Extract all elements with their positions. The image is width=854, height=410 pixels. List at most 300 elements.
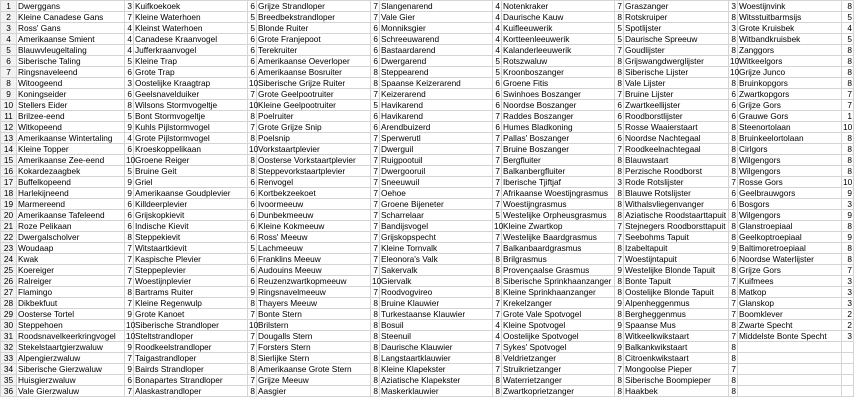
cell-bird-name[interactable]: Groene Fitis	[502, 78, 615, 89]
cell-bird-name[interactable]: Poelsnip	[257, 133, 371, 144]
cell-bird-name[interactable]: Sperwerutl	[380, 133, 493, 144]
cell-count[interactable]: 8	[842, 133, 854, 144]
cell-bird-name[interactable]	[738, 375, 842, 386]
cell-bird-name[interactable]: Thayers Meeuw	[257, 298, 371, 309]
row-header[interactable]: 25	[1, 265, 17, 276]
cell-count[interactable]: 8	[371, 331, 380, 342]
cell-count[interactable]: 7	[371, 177, 380, 188]
cell-count[interactable]: 6	[248, 265, 257, 276]
cell-count[interactable]: 8	[729, 353, 738, 364]
cell-count[interactable]: 6	[248, 177, 257, 188]
cell-bird-name[interactable]: Stekelstaartgierzwaluw	[17, 342, 125, 353]
cell-count[interactable]: 7	[842, 100, 854, 111]
cell-count[interactable]	[842, 375, 854, 386]
cell-count[interactable]: 7	[493, 188, 502, 199]
cell-count[interactable]: 7	[493, 155, 502, 166]
cell-bird-name[interactable]	[738, 386, 842, 397]
cell-count[interactable]: 4	[125, 34, 134, 45]
cell-count[interactable]: 3	[842, 199, 854, 210]
cell-count[interactable]: 6	[371, 56, 380, 67]
cell-count[interactable]: 10	[494, 221, 504, 231]
cell-count[interactable]: 6	[729, 100, 738, 111]
cell-bird-name[interactable]: Kalanderleeuwerik	[502, 45, 615, 56]
cell-count[interactable]: 7	[371, 188, 380, 199]
cell-count[interactable]: 6	[125, 144, 134, 155]
cell-bird-name[interactable]: Franklins Meeuw	[257, 254, 371, 265]
row-header[interactable]: 27	[1, 287, 17, 298]
cell-bird-name[interactable]: Koereiger	[17, 265, 125, 276]
cell-bird-name[interactable]: Blauwe Rotslijster	[624, 188, 729, 199]
cell-bird-name[interactable]: Ruigpootuil	[380, 155, 493, 166]
cell-count[interactable]: 5	[493, 56, 502, 67]
cell-count[interactable]: 8	[371, 375, 380, 386]
cell-count[interactable]: 5	[248, 12, 257, 23]
cell-bird-name[interactable]: Grijze Meeuw	[257, 375, 371, 386]
cell-bird-name[interactable]: Balkanbaardgrasmus	[502, 243, 615, 254]
cell-bird-name[interactable]: Killdeerplevier	[134, 199, 248, 210]
cell-bird-name[interactable]: Kroonboszanger	[502, 67, 615, 78]
cell-count[interactable]: 5	[615, 122, 624, 133]
cell-bird-name[interactable]: Struikrietzanger	[502, 364, 615, 375]
cell-count[interactable]: 9	[842, 232, 854, 243]
cell-count[interactable]: 7	[125, 276, 134, 287]
cell-count[interactable]: 7	[615, 364, 624, 375]
cell-count[interactable]: 8	[842, 254, 854, 265]
cell-bird-name[interactable]: Jufferkraanvogel	[134, 45, 248, 56]
cell-count[interactable]: 10	[126, 155, 136, 165]
cell-bird-name[interactable]: Boomklever	[738, 309, 842, 320]
cell-bird-name[interactable]: Witkeelkwikstaart	[624, 331, 729, 342]
cell-count[interactable]: 6	[493, 122, 502, 133]
cell-count[interactable]: 10	[730, 56, 740, 66]
cell-bird-name[interactable]: Bairds Strandloper	[134, 364, 248, 375]
cell-count[interactable]: 9	[615, 298, 624, 309]
cell-bird-name[interactable]: Havikarend	[380, 111, 493, 122]
cell-count[interactable]: 6	[248, 210, 257, 221]
cell-count[interactable]: 5	[615, 23, 624, 34]
cell-bird-name[interactable]: Zanggors	[738, 45, 842, 56]
cell-bird-name[interactable]: Graszanger	[624, 1, 729, 12]
cell-count[interactable]: 5	[493, 67, 502, 78]
cell-count[interactable]: 7	[493, 243, 502, 254]
cell-bird-name[interactable]: Kaspische Plevier	[134, 254, 248, 265]
cell-count[interactable]: 10	[126, 320, 136, 330]
cell-count[interactable]: 7	[842, 265, 854, 276]
row-header[interactable]: 2	[1, 12, 17, 23]
cell-count[interactable]: 6	[248, 188, 257, 199]
cell-bird-name[interactable]: Daurische Kauw	[502, 12, 615, 23]
cell-bird-name[interactable]: Ross' Meeuw	[257, 232, 371, 243]
cell-count[interactable]: 8	[615, 155, 624, 166]
cell-bird-name[interactable]: Steppevorkstaartplevier	[257, 166, 371, 177]
cell-count[interactable]: 8	[371, 386, 380, 397]
cell-count[interactable]: 5	[125, 166, 134, 177]
cell-count[interactable]: 8	[493, 254, 502, 265]
cell-count[interactable]: 8	[729, 122, 738, 133]
cell-bird-name[interactable]: Noordse Waterlijster	[738, 254, 842, 265]
cell-count[interactable]: 7	[371, 265, 380, 276]
cell-count[interactable]	[842, 386, 854, 397]
cell-bird-name[interactable]	[738, 353, 842, 364]
cell-count[interactable]: 8	[842, 221, 854, 232]
cell-bird-name[interactable]: Kleine Sprinkhaanzanger	[502, 287, 615, 298]
cell-count[interactable]: 9	[248, 287, 257, 298]
row-header[interactable]: 22	[1, 232, 17, 243]
cell-count[interactable]: 6	[248, 34, 257, 45]
cell-count[interactable]: 8	[729, 375, 738, 386]
cell-count[interactable]	[842, 364, 854, 375]
cell-bird-name[interactable]: Bartrams Ruiter	[134, 287, 248, 298]
cell-bird-name[interactable]: Matkop	[738, 287, 842, 298]
cell-bird-name[interactable]: Siberische Grijze Ruiter	[257, 78, 371, 89]
cell-bird-name[interactable]: Terekruiter	[257, 45, 371, 56]
cell-count[interactable]: 7	[493, 144, 502, 155]
cell-count[interactable]: 6	[493, 78, 502, 89]
cell-count[interactable]: 5	[125, 56, 134, 67]
cell-bird-name[interactable]: Bosuil	[380, 320, 493, 331]
cell-count[interactable]: 8	[729, 166, 738, 177]
cell-bird-name[interactable]: Spaanse Mus	[624, 320, 729, 331]
cell-count[interactable]: 7	[248, 342, 257, 353]
cell-count[interactable]: 7	[729, 364, 738, 375]
cell-count[interactable]: 9	[125, 309, 134, 320]
cell-bird-name[interactable]: Witstaartkievit	[134, 243, 248, 254]
cell-bird-name[interactable]: Grijskopspecht	[380, 232, 493, 243]
cell-bird-name[interactable]: Blauwstaart	[624, 155, 729, 166]
cell-bird-name[interactable]: Dikbekfuut	[17, 298, 125, 309]
cell-bird-name[interactable]: Ivoormeeuw	[257, 199, 371, 210]
cell-count[interactable]: 6	[371, 45, 380, 56]
cell-bird-name[interactable]: Kuhls Pijlstormvogel	[134, 122, 248, 133]
cell-bird-name[interactable]: Kortteenleeuwerik	[502, 34, 615, 45]
cell-count[interactable]: 5	[248, 23, 257, 34]
cell-bird-name[interactable]: Kokardezaagbek	[17, 166, 125, 177]
cell-count[interactable]: 8	[729, 34, 738, 45]
cell-count[interactable]: 9	[615, 320, 624, 331]
cell-bird-name[interactable]: Notenkraker	[502, 1, 615, 12]
cell-count[interactable]: 4	[125, 23, 134, 34]
cell-bird-name[interactable]: Spotlijster	[624, 23, 729, 34]
cell-bird-name[interactable]: Grijswangdwerglijster	[624, 56, 729, 67]
cell-count[interactable]: 6	[371, 23, 380, 34]
cell-count[interactable]: 8	[125, 232, 134, 243]
cell-count[interactable]: 7	[371, 232, 380, 243]
cell-bird-name[interactable]: Brilzee-eend	[17, 111, 125, 122]
cell-count[interactable]: 5	[842, 12, 854, 23]
row-header[interactable]: 31	[1, 331, 17, 342]
cell-bird-name[interactable]: Balkankwikstaart	[624, 342, 729, 353]
cell-count[interactable]: 8	[729, 144, 738, 155]
cell-count[interactable]: 7	[125, 386, 134, 397]
row-header[interactable]: 6	[1, 56, 17, 67]
cell-bird-name[interactable]: Reuzenzwartkopmeeuw	[257, 276, 371, 287]
cell-bird-name[interactable]: Kleine Zwartkop	[502, 221, 615, 232]
cell-bird-name[interactable]: Lachmeeuw	[257, 243, 371, 254]
cell-bird-name[interactable]: Bergfluiter	[502, 155, 615, 166]
cell-count[interactable]: 5	[615, 34, 624, 45]
cell-count[interactable]: 3	[125, 78, 134, 89]
cell-bird-name[interactable]: Alpengierzwaluw	[17, 353, 125, 364]
cell-bird-name[interactable]: Oehoe	[380, 188, 493, 199]
cell-bird-name[interactable]: Roodsnavelkeerkringvogel	[17, 331, 125, 342]
cell-count[interactable]: 8	[371, 353, 380, 364]
cell-bird-name[interactable]: Buffelkopeend	[17, 177, 125, 188]
row-header[interactable]: 33	[1, 353, 17, 364]
cell-count[interactable]: 6	[248, 221, 257, 232]
cell-bird-name[interactable]: Renvogel	[257, 177, 371, 188]
cell-bird-name[interactable]: Sakervalk	[380, 265, 493, 276]
cell-count[interactable]: 6	[248, 232, 257, 243]
row-header[interactable]: 1	[1, 1, 17, 12]
cell-count[interactable]: 8	[248, 111, 257, 122]
row-header[interactable]: 28	[1, 298, 17, 309]
cell-bird-name[interactable]: Griel	[134, 177, 248, 188]
cell-bird-name[interactable]: Woestijnvink	[738, 1, 842, 12]
cell-count[interactable]: 8	[248, 364, 257, 375]
cell-count[interactable]: 4	[125, 133, 134, 144]
cell-bird-name[interactable]: Siberische Strandloper	[134, 320, 248, 331]
cell-count[interactable]: 3	[842, 331, 854, 342]
cell-count[interactable]: 7	[371, 1, 380, 12]
cell-count[interactable]: 7	[493, 199, 502, 210]
cell-bird-name[interactable]: Roze Pelikaan	[17, 221, 125, 232]
cell-count[interactable]: 6	[729, 89, 738, 100]
cell-bird-name[interactable]: Oosterse Tortel	[17, 309, 125, 320]
cell-bird-name[interactable]: Kuifkoekoek	[134, 1, 248, 12]
cell-bird-name[interactable]: Oostelijke Blonde Tapuit	[624, 287, 729, 298]
cell-bird-name[interactable]: Steenuil	[380, 331, 493, 342]
cell-count[interactable]: 7	[729, 331, 738, 342]
cell-bird-name[interactable]: Kuifleeuwerik	[502, 23, 615, 34]
cell-count[interactable]: 8	[615, 386, 624, 397]
cell-count[interactable]: 4	[493, 12, 502, 23]
cell-count[interactable]: 2	[842, 320, 854, 331]
cell-bird-name[interactable]: Roodborstlijster	[624, 111, 729, 122]
cell-count[interactable]: 7	[371, 254, 380, 265]
cell-count[interactable]: 4	[493, 331, 502, 342]
row-header[interactable]: 18	[1, 188, 17, 199]
cell-count[interactable]: 6	[248, 199, 257, 210]
cell-bird-name[interactable]: Swinhoes Boszanger	[502, 89, 615, 100]
cell-bird-name[interactable]: Bont Stormvogeltje	[134, 111, 248, 122]
cell-bird-name[interactable]: Kleine Regenwulp	[134, 298, 248, 309]
cell-bird-name[interactable]: Maskerklauwier	[380, 386, 493, 397]
cell-count[interactable]: 3	[842, 298, 854, 309]
cell-bird-name[interactable]: Vale Gierzwaluw	[17, 386, 125, 397]
cell-bird-name[interactable]: Dwergalscholver	[17, 232, 125, 243]
cell-bird-name[interactable]: Aziatische Roodstaarttapuit	[624, 210, 729, 221]
cell-count[interactable]: 4	[493, 34, 502, 45]
row-header[interactable]: 30	[1, 320, 17, 331]
cell-count[interactable]: 6	[615, 100, 624, 111]
row-header[interactable]: 10	[1, 100, 17, 111]
cell-bird-name[interactable]: Eleonora's Valk	[380, 254, 493, 265]
cell-count[interactable]: 8	[615, 67, 624, 78]
cell-count[interactable]: 10	[730, 67, 740, 77]
row-header[interactable]: 13	[1, 133, 17, 144]
cell-count[interactable]: 5	[842, 34, 854, 45]
cell-bird-name[interactable]: Izabeltapuit	[624, 243, 729, 254]
cell-count[interactable]: 10	[372, 276, 382, 286]
cell-bird-name[interactable]: Wilgengors	[738, 210, 842, 221]
cell-count[interactable]: 8	[729, 78, 738, 89]
cell-count[interactable]: 7	[615, 254, 624, 265]
cell-bird-name[interactable]: Alpenheggenmus	[624, 298, 729, 309]
cell-count[interactable]: 8	[842, 166, 854, 177]
cell-count[interactable]: 10	[249, 144, 259, 154]
cell-bird-name[interactable]: Steppeplevier	[134, 265, 248, 276]
cell-count[interactable]: 4	[493, 320, 502, 331]
cell-count[interactable]: 8	[615, 243, 624, 254]
cell-bird-name[interactable]: Rosse Gors	[738, 177, 842, 188]
cell-bird-name[interactable]: Iberische Tjiftjaf	[502, 177, 615, 188]
cell-count[interactable]: 7	[493, 309, 502, 320]
cell-bird-name[interactable]: Grote Trap	[134, 67, 248, 78]
cell-bird-name[interactable]: Audouins Meeuw	[257, 265, 371, 276]
cell-bird-name[interactable]: Bastaardarend	[380, 45, 493, 56]
cell-bird-name[interactable]: Afrikaanse Woestijngrasmus	[502, 188, 615, 199]
cell-bird-name[interactable]: Turkestaanse Klauwier	[380, 309, 493, 320]
cell-bird-name[interactable]: Krekelzanger	[502, 298, 615, 309]
cell-count[interactable]: 7	[371, 133, 380, 144]
cell-count[interactable]: 6	[125, 375, 134, 386]
cell-count[interactable]: 8	[615, 78, 624, 89]
cell-count[interactable]: 6	[248, 67, 257, 78]
cell-count[interactable]: 8	[729, 265, 738, 276]
cell-count[interactable]: 8	[615, 276, 624, 287]
cell-count[interactable]: 9	[842, 188, 854, 199]
cell-count[interactable]: 7	[125, 12, 134, 23]
cell-bird-name[interactable]: Witoogeend	[17, 78, 125, 89]
cell-count[interactable]: 5	[371, 100, 380, 111]
cell-count[interactable]: 7	[371, 243, 380, 254]
cell-bird-name[interactable]: Monniksgier	[380, 23, 493, 34]
cell-bird-name[interactable]: Oostelijke Kraagtrap	[134, 78, 248, 89]
cell-count[interactable]: 9	[615, 265, 624, 276]
cell-count[interactable]: 7	[729, 177, 738, 188]
cell-bird-name[interactable]: Grote Pijlstormvogel	[134, 133, 248, 144]
cell-count[interactable]: 6	[493, 89, 502, 100]
cell-count[interactable]: 7	[371, 144, 380, 155]
cell-bird-name[interactable]: Bruine Klauwier	[380, 298, 493, 309]
cell-bird-name[interactable]: Kleinst Waterhoen	[134, 23, 248, 34]
cell-count[interactable]: 6	[729, 254, 738, 265]
cell-count[interactable]: 4	[493, 1, 502, 12]
cell-bird-name[interactable]: Stejnegers Roodborsttapuit	[624, 221, 729, 232]
cell-bird-name[interactable]: Humes Bladkoning	[502, 122, 615, 133]
cell-count[interactable]: 4	[842, 23, 854, 34]
cell-count[interactable]: 6	[125, 221, 134, 232]
cell-bird-name[interactable]: Amerikaanse Zee-eend	[17, 155, 125, 166]
cell-bird-name[interactable]: Blauwvleugeltaling	[17, 45, 125, 56]
cell-bird-name[interactable]: Grote Kanoet	[134, 309, 248, 320]
cell-bird-name[interactable]: Poelruiter	[257, 111, 371, 122]
cell-bird-name[interactable]: Wilgengors	[738, 155, 842, 166]
cell-bird-name[interactable]: Havikarend	[380, 100, 493, 111]
cell-bird-name[interactable]: Dougalls Stern	[257, 331, 371, 342]
cell-bird-name[interactable]: Pallas' Boszanger	[502, 133, 615, 144]
cell-bird-name[interactable]: Rotskruiper	[624, 12, 729, 23]
cell-bird-name[interactable]: Middelste Bonte Specht	[738, 331, 842, 342]
cell-bird-name[interactable]: Amerikaanse Wintertaling	[17, 133, 125, 144]
cell-bird-name[interactable]: Kleine Kokmeeuw	[257, 221, 371, 232]
cell-count[interactable]: 7	[125, 265, 134, 276]
cell-bird-name[interactable]: Witbandkruisbek	[738, 34, 842, 45]
cell-bird-name[interactable]: Westelijke Orpheusgrasmus	[502, 210, 615, 221]
cell-count[interactable]: 2	[842, 309, 854, 320]
cell-bird-name[interactable]: Kleine Trap	[134, 56, 248, 67]
cell-bird-name[interactable]: Scharrelaar	[380, 210, 493, 221]
cell-bird-name[interactable]: Bruine Geit	[134, 166, 248, 177]
cell-count[interactable]: 7	[615, 45, 624, 56]
cell-count[interactable]: 6	[248, 1, 257, 12]
cell-count[interactable]: 8	[615, 166, 624, 177]
cell-bird-name[interactable]: Veldrietzanger	[502, 353, 615, 364]
cell-count[interactable]: 7	[371, 210, 380, 221]
cell-count[interactable]: 1	[842, 111, 854, 122]
cell-bird-name[interactable]: Bonapartes Strandloper	[134, 375, 248, 386]
cell-bird-name[interactable]: Grijze Gors	[738, 265, 842, 276]
cell-count[interactable]: 6	[615, 111, 624, 122]
cell-bird-name[interactable]: Amerikaanse Goudplevier	[134, 188, 248, 199]
cell-count[interactable]: 8	[729, 386, 738, 397]
cell-bird-name[interactable]: Spaanse Keizerarend	[380, 78, 493, 89]
cell-bird-name[interactable]: Grote Geelpootruiter	[257, 89, 371, 100]
cell-bird-name[interactable]: Indische Kievit	[134, 221, 248, 232]
cell-count[interactable]: 8	[842, 67, 854, 78]
cell-bird-name[interactable]: Sykes' Spotvogel	[502, 342, 615, 353]
cell-bird-name[interactable]: Steppehoen	[17, 320, 125, 331]
cell-bird-name[interactable]: Dwerguil	[380, 144, 493, 155]
cell-bird-name[interactable]: Siberische Boompieper	[624, 375, 729, 386]
row-header[interactable]: 14	[1, 144, 17, 155]
cell-bird-name[interactable]: Witsstuitbarmsijs	[738, 12, 842, 23]
row-header[interactable]: 26	[1, 276, 17, 287]
cell-count[interactable]: 9	[125, 188, 134, 199]
row-header[interactable]: 29	[1, 309, 17, 320]
cell-count[interactable]: 4	[493, 23, 502, 34]
cell-count[interactable]: 7	[729, 276, 738, 287]
cell-bird-name[interactable]: Witkopeend	[17, 122, 125, 133]
cell-bird-name[interactable]: Waterrietzanger	[502, 375, 615, 386]
cell-count[interactable]: 8	[842, 78, 854, 89]
cell-bird-name[interactable]: Bonte Tapuit	[624, 276, 729, 287]
cell-bird-name[interactable]: Kleine Topper	[17, 144, 125, 155]
cell-bird-name[interactable]: Steenortolaan	[738, 122, 842, 133]
cell-bird-name[interactable]: Arendbuizerd	[380, 122, 493, 133]
cell-bird-name[interactable]: Vorkstaartplevier	[257, 144, 371, 155]
row-header[interactable]: 36	[1, 386, 17, 397]
cell-bird-name[interactable]: Siberische Gierzwaluw	[17, 364, 125, 375]
cell-count[interactable]: 10	[843, 122, 853, 132]
cell-bird-name[interactable]: Balkanbergfluiter	[502, 166, 615, 177]
cell-count[interactable]: 8	[729, 232, 738, 243]
cell-bird-name[interactable]: Slangenarend	[380, 1, 493, 12]
cell-count[interactable]: 4	[493, 45, 502, 56]
cell-count[interactable]: 7	[125, 254, 134, 265]
cell-bird-name[interactable]: Glanstroepiaal	[738, 221, 842, 232]
cell-count[interactable]: 8	[729, 210, 738, 221]
cell-bird-name[interactable]: Dwergarend	[380, 56, 493, 67]
cell-bird-name[interactable]: Kleine Waterhoen	[134, 12, 248, 23]
cell-bird-name[interactable]: Geelkoptroepiaal	[738, 232, 842, 243]
cell-count[interactable]: 10	[843, 177, 853, 187]
cell-bird-name[interactable]: Witkeelgors	[738, 56, 842, 67]
cell-bird-name[interactable]: Bonte Stern	[257, 309, 371, 320]
cell-count[interactable]: 8	[493, 265, 502, 276]
cell-count[interactable]: 7	[371, 166, 380, 177]
cell-bird-name[interactable]: Daurische Klauwier	[380, 342, 493, 353]
